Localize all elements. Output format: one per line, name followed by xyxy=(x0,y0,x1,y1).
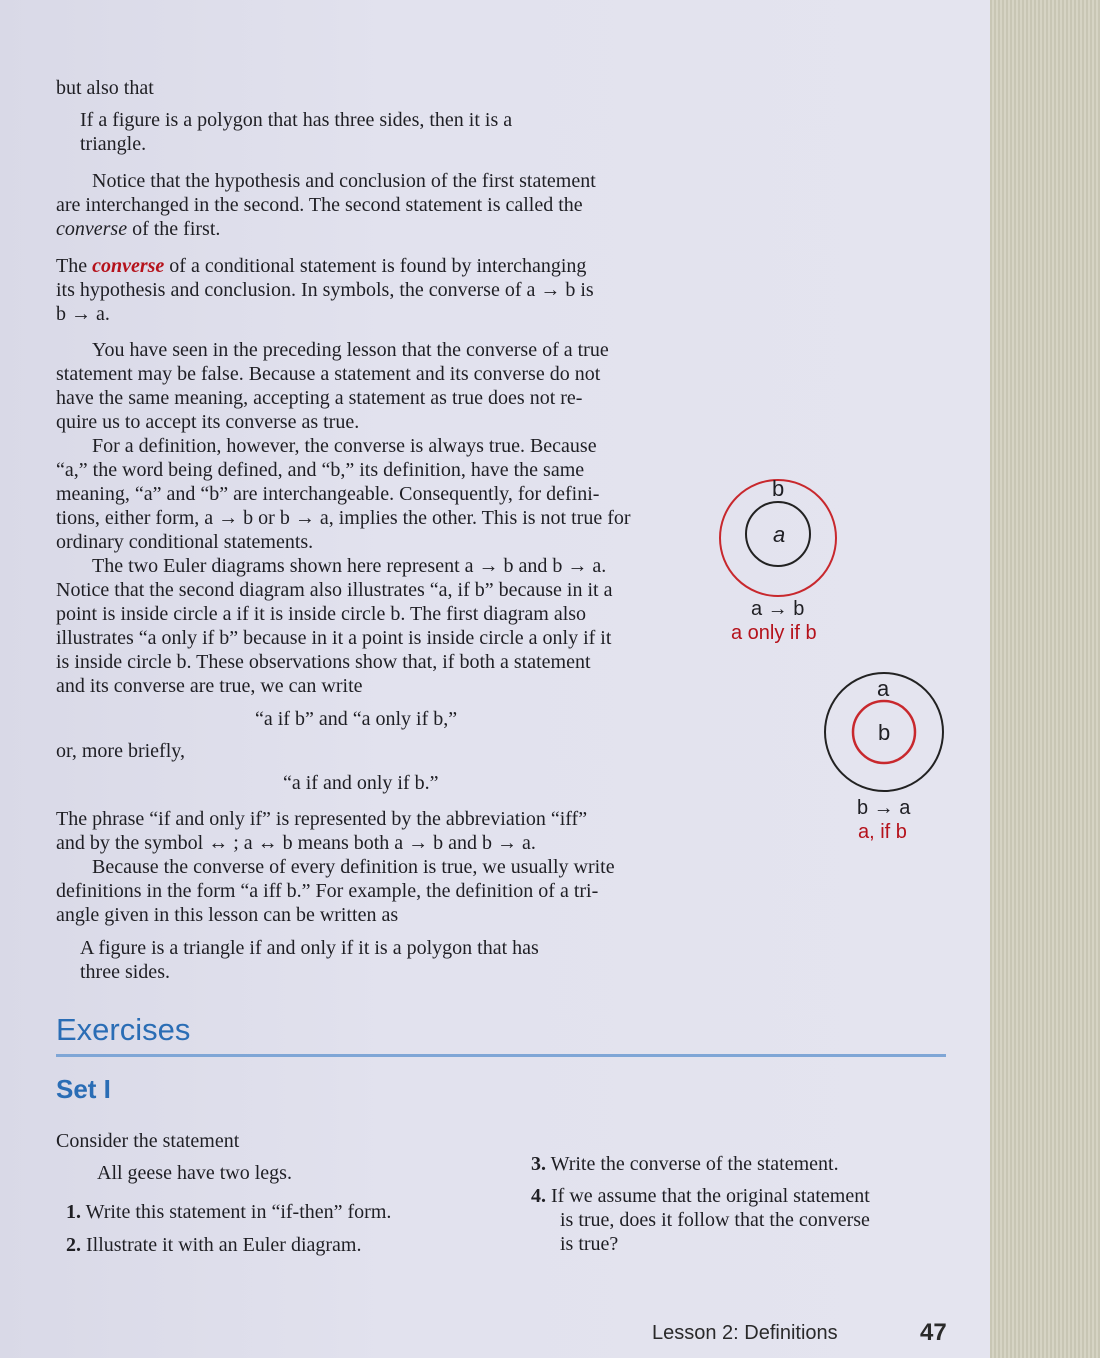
exercise-item-4-line3: is true? xyxy=(560,1233,619,1255)
centered-iff: “a if and only if b.” xyxy=(283,772,439,794)
statement1-line2: triangle. xyxy=(80,133,147,155)
exercise-item-3: 3. Write the converse of the statement. xyxy=(531,1153,839,1175)
book-binding-edge xyxy=(990,0,1100,1358)
para2-line2: statement may be false. Because a statement and its converse do not xyxy=(56,363,601,385)
para5-line3: Because the converse of every definition is true, we usually write xyxy=(92,856,615,878)
converse-term: converse xyxy=(92,255,165,277)
statement2-line2: three sides. xyxy=(80,961,170,983)
footer-lesson-label: Lesson 2: Definitions xyxy=(652,1322,838,1344)
diagram2-inner-label: b xyxy=(878,720,891,745)
para2-line4: quire us to accept its converse as true. xyxy=(56,411,360,433)
definition-line3: b → a. xyxy=(56,303,110,325)
exercise-item-4-line2: is true, does it follow that the converse xyxy=(560,1209,870,1231)
para4-line4: illustrates “a only if b” because in it a point is inside circle a only if it xyxy=(56,627,612,649)
exercise-statement: All geese have two legs. xyxy=(97,1162,292,1184)
para3-line2: “a,” the word being defined, and “b,” its definition, have the same xyxy=(56,459,585,481)
para1-line3: converse of the first. xyxy=(56,218,221,240)
para3-line5: ordinary conditional statements. xyxy=(56,531,314,553)
para3-line3: meaning, “a” and “b” are interchangeable. Consequently, for defini- xyxy=(56,483,600,505)
consider-text: Consider the statement xyxy=(56,1130,240,1152)
page-number: 47 xyxy=(920,1319,947,1346)
statement1-line1: If a figure is a polygon that has three sides, then it is a xyxy=(80,109,513,131)
para3-line1: For a definition, however, the converse is always true. Because xyxy=(92,435,597,457)
heading-rule xyxy=(56,1054,946,1057)
para3-line4: tions, either form, a → b or b → a, implies the other. This is not true for xyxy=(56,507,631,529)
diagram1-caption-symbol: a → b xyxy=(751,598,805,620)
definition-line2: its hypothesis and conclusion. In symbols, the converse of a → b is xyxy=(56,279,594,301)
exercise-item-1: 1. Write this statement in “if-then” form. xyxy=(66,1201,392,1223)
para5-line4: definitions in the form “a iff b.” For example, the definition of a tri- xyxy=(56,880,599,902)
intro-text: but also that xyxy=(56,77,154,99)
more-briefly-text: or, more briefly, xyxy=(56,740,185,762)
exercise-item-2: 2. Illustrate it with an Euler diagram. xyxy=(66,1234,362,1256)
exercise-item-4: 4. If we assume that the original statement xyxy=(531,1185,870,1207)
para4-line1: The two Euler diagrams shown here represent a → b and b → a. xyxy=(92,555,607,577)
para2-line3: have the same meaning, accepting a statement as true does not re- xyxy=(56,387,583,409)
para5-line5: angle given in this lesson can be written as xyxy=(56,904,399,926)
definition-line1: The converse of a conditional statement is found by interchanging xyxy=(56,255,587,277)
exercises-heading: Exercises xyxy=(56,1012,191,1047)
para5-line1: The phrase “if and only if” is represented by the abbreviation “iff” xyxy=(56,808,588,830)
diagram1-outer-label: b xyxy=(772,476,785,501)
set-heading: Set I xyxy=(56,1074,111,1104)
diagram2-caption-if: a, if b xyxy=(858,821,907,843)
statement2-line1: A figure is a triangle if and only if it is a polygon that has xyxy=(80,937,539,959)
diagram1-caption-only-if: a only if b xyxy=(731,622,817,644)
para5-line2: and by the symbol ↔ ; a ↔ b means both a → b and b → a. xyxy=(56,832,536,854)
converse-italic: converse xyxy=(56,218,128,240)
para4-line6: and its converse are true, we can write xyxy=(56,675,363,697)
centered-if-only-if: “a if b” and “a only if b,” xyxy=(255,708,458,730)
diagram2-caption-symbol: b → a xyxy=(857,797,911,819)
para1-line2: are interchanged in the second. The second statement is called the xyxy=(56,194,583,216)
para4-line5: is inside circle b. These observations show that, if both a statement xyxy=(56,651,591,673)
para4-line3: point is inside circle a if it is inside circle b. The first diagram also xyxy=(56,603,587,625)
diagram1-inner-label: a xyxy=(773,522,786,547)
diagram2-outer-label: a xyxy=(877,676,890,701)
para4-line2: Notice that the second diagram also illustrates “a, if b” because in it a xyxy=(56,579,613,601)
para1-line1: Notice that the hypothesis and conclusion of the first statement xyxy=(92,170,596,192)
para2-line1: You have seen in the preceding lesson that the converse of a true xyxy=(92,339,609,361)
